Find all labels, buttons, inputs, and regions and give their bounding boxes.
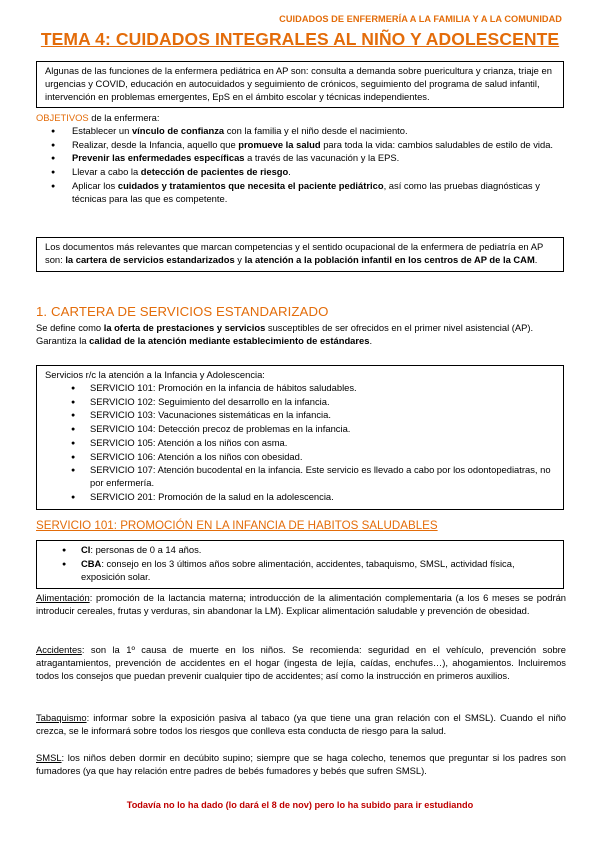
- text-span: susceptibles de ser ofrecidos en el primer nivel asistencial (AP). Garantiza la: [36, 322, 534, 346]
- smsl-paragraph: [36, 752, 566, 778]
- subject-header: CUIDADOS DE ENFERMERÍA A LA FAMILIA Y A LA COMUNIDAD: [279, 14, 562, 24]
- list-item: ● SERVICIO 105: Atención a los niños con asma.: [45, 437, 555, 450]
- list-item: ● SERVICIO 107: Atención bucodental en la infancia. Este servicio es llevado a cabo por los odontopediatras, no por enfermería.: [45, 464, 555, 490]
- list-item: ● SERVICIO 104: Detección precoz de problemas en la infancia.: [45, 423, 555, 436]
- objectives-label-suffix: de la enfermera:: [88, 112, 160, 123]
- objectives-list: [36, 125, 566, 206]
- alimentacion-text: : promoción de la lactancia materna; introducción de la alimentación complementaria (a los 6 meses se podrán introducir cereales, frutas y verduras, sin abandonar la LM). Explicar alimentación saludable y prevención de obesidad.: [36, 592, 566, 616]
- ci-label: CI: [81, 544, 91, 555]
- list-item: [36, 139, 566, 152]
- text-span: Los documentos más relevantes que marcan competencias y el sentido ocupacional de la enfermera de pediatría en AP son:: [45, 241, 544, 265]
- objectives-heading: [36, 112, 566, 125]
- documents-box: [36, 237, 564, 272]
- list-item: ● SERVICIO 106: Atención a los niños con obesidad.: [45, 451, 555, 464]
- list-item: ● SERVICIO 103: Vacunaciones sistemáticas en la infancia.: [45, 409, 555, 422]
- item-text: para toda la vida: cambios saludables de estilo de vida.: [320, 138, 554, 150]
- section-1-body: [36, 322, 566, 348]
- intro-box: [36, 61, 564, 108]
- item-text: con la familia y el niño desde el nacimiento.: [224, 124, 408, 136]
- item-text: .: [288, 166, 291, 178]
- text-span: y: [234, 253, 245, 265]
- item-bold-text: Prevenir las enfermedades específicas: [72, 152, 245, 164]
- list-item: [36, 180, 566, 206]
- item-text: , así como las pruebas diagnósticas y técnicas para las que es competente.: [72, 179, 540, 204]
- servicio-101-list: [45, 544, 555, 583]
- alimentacion-paragraph: [36, 592, 566, 618]
- item-bold-text: cuidados y tratamientos que necesita el paciente pediátrico: [117, 179, 384, 191]
- tabaquismo-label: Tabaquismo: [36, 712, 87, 723]
- services-list: [45, 382, 555, 504]
- accidentes-label: Accidentes: [36, 644, 82, 655]
- list-item: [36, 125, 566, 138]
- services-box: [36, 365, 564, 510]
- documents-text: [45, 241, 555, 267]
- list-item: ● SERVICIO 101: Promoción en la infancia de hábitos saludables.: [45, 382, 555, 395]
- bold-span: la atención a la población infantil en los centros de AP de la CAM: [244, 253, 535, 265]
- bold-span: calidad de la atención mediante establecimiento de estándares: [89, 334, 370, 346]
- footer-note: Todavía no lo ha dado (lo dará el 8 de nov) pero lo ha subido para ir estudiando: [126, 800, 474, 810]
- item-text: Realizar, desde la Infancia, aquello que: [72, 138, 239, 150]
- smsl-text: : los niños deben dormir en decúbito supino; siempre que se haga colecho, tenemos que preguntar si los padres son fumadores (ya que hay relación entre padres de bebés fumadores y bebés que sufren SMSL).: [36, 752, 566, 776]
- objectives-section: [36, 112, 566, 206]
- text-span: .: [369, 334, 373, 346]
- smsl-label: SMSL: [36, 752, 62, 763]
- servicio-101-heading: SERVICIO 101: PROMOCIÓN EN LA INFANCIA DE HABITOS SALUDABLES: [36, 519, 438, 532]
- intro-text: Algunas de las funciones de la enfermera pediátrica en AP son: consulta a demanda sobre puericultura y crianza, triaje en urgencias y COVID, educación en autocuidados y seguimiento de crónicos, seguimiento del programa de salud infantil, intervención en problemas emergentes, EpS en el ámbito escolar y técnicas independientes.: [45, 65, 552, 102]
- page-title: TEMA 4: CUIDADOS INTEGRALES AL NIÑO Y ADOLESCENTE: [40, 29, 560, 49]
- objectives-label: OBJETIVOS: [36, 112, 89, 123]
- cba-text: : consejo en los 3 últimos años sobre alimentación, accidentes, tabaquismo, SMSL, actividad física, exposición solar.: [81, 557, 515, 582]
- item-bold-text: detección de pacientes de riesgo: [140, 166, 289, 178]
- list-item: ● SERVICIO 102: Seguimiento del desarrollo en la infancia.: [45, 396, 555, 409]
- item-text: Establecer un: [72, 124, 132, 136]
- services-intro: Servicios r/c la atención a la Infancia y Adolescencia:: [45, 369, 265, 380]
- bold-span: la oferta de prestaciones y servicios: [103, 322, 266, 333]
- item-text: Llevar a cabo la: [72, 166, 141, 178]
- cba-label: CBA: [81, 557, 102, 569]
- ci-text: : personas de 0 a 14 años.: [90, 544, 202, 555]
- bold-span: la cartera de servicios estandarizados: [65, 253, 235, 265]
- section-1-paragraph: [36, 322, 566, 348]
- list-item: [45, 544, 555, 557]
- item-text: a través de las vacunación y la EPS.: [244, 152, 400, 164]
- list-item: [36, 166, 566, 179]
- text-span: .: [534, 253, 538, 265]
- accidentes-text: : son la 1º causa de muerte en los niños. Se recomienda: seguridad en el vehículo, prevención sobre atragantamientos, prevención de accidentes en el hogar (ingesta de lejía, caídas, enchufes…), ahogamientos. Incluiremos todos los consejos que puedan prevenir cualquier tipo de accidentes; así como la instrucción en primeros auxilios.: [36, 644, 566, 681]
- text-span: Se define como: [36, 322, 104, 333]
- list-item: [45, 558, 555, 584]
- tabaquismo-text: : informar sobre la exposición pasiva al tabaco (ya que tiene una gran relación con el SMSL). Cuando el niño crezca, se le informará sobre todos los riesgos que conlleva esta conducta de riesgo para la salud.: [36, 712, 566, 736]
- accidentes-paragraph: [36, 644, 566, 682]
- list-item: [36, 152, 566, 165]
- item-bold-text: vínculo de confianza: [131, 124, 225, 136]
- item-text: Aplicar los: [72, 179, 118, 191]
- tabaquismo-paragraph: [36, 712, 566, 738]
- item-bold-text: promueve la salud: [238, 138, 321, 150]
- list-item: ● SERVICIO 201: Promoción de la salud en la adolescencia.: [45, 491, 555, 504]
- section-1-heading: 1. CARTERA DE SERVICIOS ESTANDARIZADO: [36, 304, 329, 319]
- servicio-101-box: [36, 540, 564, 589]
- alimentacion-label: Alimentación: [36, 592, 90, 603]
